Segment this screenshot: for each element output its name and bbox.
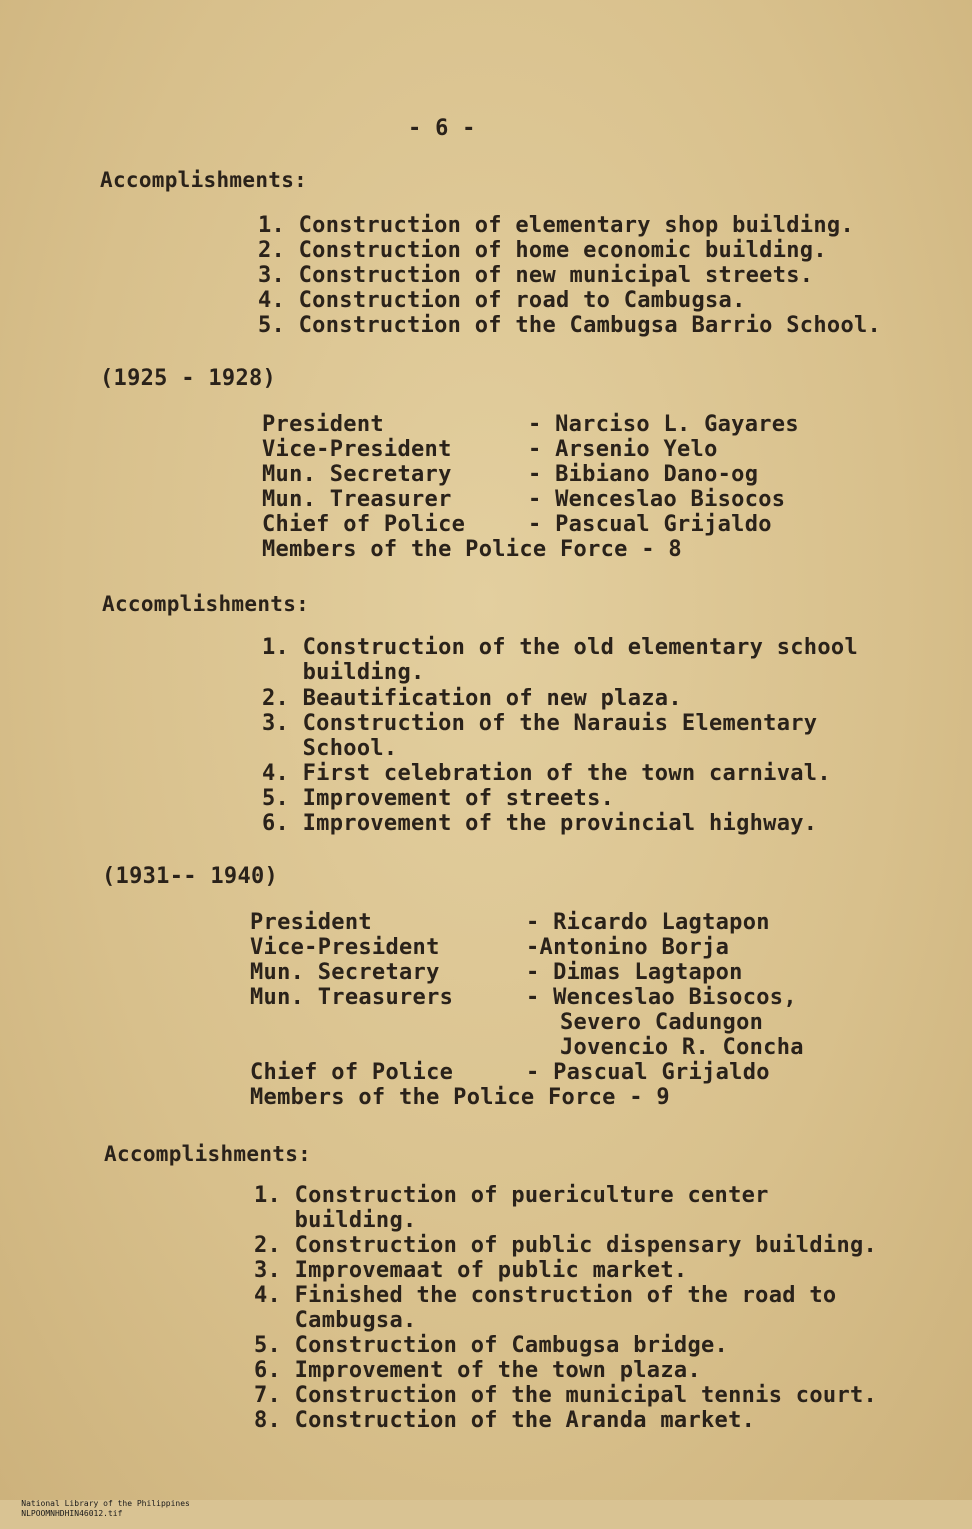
official-name: -Antonino Borja xyxy=(526,935,730,960)
scan-footer xyxy=(2,1489,224,1529)
list-item: 5. Construction of the Cambugsa Barrio School. xyxy=(258,313,882,338)
list-item: 7. Construction of the municipal tennis court. xyxy=(254,1383,878,1408)
list-item: 6. Improvement of the provincial highway. xyxy=(262,811,818,836)
police-count: Members of the Police Force - 9 xyxy=(250,1085,670,1110)
official-title: Mun. Treasurer xyxy=(262,487,452,512)
file-label: NLPOOMNHDHIN46012.tif xyxy=(21,1509,123,1518)
official-name: - Pascual Grijaldo xyxy=(528,512,772,537)
official-name: - Arsenio Yelo xyxy=(528,437,718,462)
library-label: National Library of the Philippines xyxy=(21,1499,190,1508)
page-number: - 6 - xyxy=(408,116,476,141)
list-item: 6. Improvement of the town plaza. xyxy=(254,1358,701,1383)
official-name: - Dimas Lagtapon xyxy=(526,960,743,985)
list-item: 4. First celebration of the town carnival. xyxy=(262,761,831,786)
official-title: Mun. Treasurers xyxy=(250,985,454,1010)
official-title: President xyxy=(262,412,384,437)
official-title: Chief of Police xyxy=(262,512,466,537)
list-item: Cambugsa. xyxy=(254,1308,417,1333)
list-item: building. xyxy=(254,1208,417,1233)
period-heading: (1925 - 1928) xyxy=(100,366,277,391)
official-title: Chief of Police xyxy=(250,1060,454,1085)
official-name: - Wenceslao Bisocos xyxy=(528,487,786,512)
section-heading: Accomplishments: xyxy=(102,592,310,616)
list-item: 3. Construction of new municipal streets. xyxy=(258,263,814,288)
list-item: 4. Construction of road to Cambugsa. xyxy=(258,288,746,313)
list-item: School. xyxy=(262,736,398,761)
list-item: 2. Construction of public dispensary building. xyxy=(254,1233,878,1258)
list-item: 3. Improvemaat of public market. xyxy=(254,1258,688,1283)
period-heading: (1931-- 1940) xyxy=(102,864,279,889)
official-name: Jovencio R. Concha xyxy=(560,1035,804,1060)
police-count: Members of the Police Force - 8 xyxy=(262,537,682,562)
official-title: Mun. Secretary xyxy=(262,462,452,487)
list-item: 1. Construction of puericulture center xyxy=(254,1183,769,1208)
official-title: Vice-President xyxy=(250,935,440,960)
list-item: 8. Construction of the Aranda market. xyxy=(254,1408,756,1433)
official-name: - Narciso L. Gayares xyxy=(528,412,799,437)
official-title: Vice-President xyxy=(262,437,452,462)
list-item: 4. Finished the construction of the road to xyxy=(254,1283,837,1308)
list-item: 5. Construction of Cambugsa bridge. xyxy=(254,1333,729,1358)
official-title: Mun. Secretary xyxy=(250,960,440,985)
official-name: - Pascual Grijaldo xyxy=(526,1060,770,1085)
official-name: Severo Cadungon xyxy=(560,1010,764,1035)
official-title: President xyxy=(250,910,372,935)
official-name: - Bibiano Dano-og xyxy=(528,462,759,487)
official-name: - Wenceslao Bisocos, xyxy=(526,985,797,1010)
list-item: 2. Beautification of new plaza. xyxy=(262,686,682,711)
list-item: 5. Improvement of streets. xyxy=(262,786,615,811)
list-item: 1. Construction of the old elementary school xyxy=(262,635,858,660)
section-heading: Accomplishments: xyxy=(100,168,308,192)
section-heading: Accomplishments: xyxy=(104,1142,312,1166)
list-item: 1. Construction of elementary shop building. xyxy=(258,213,854,238)
list-item: 2. Construction of home economic building. xyxy=(258,238,827,263)
list-item: building. xyxy=(262,660,425,685)
list-item: 3. Construction of the Narauis Elementary xyxy=(262,711,818,736)
official-name: - Ricardo Lagtapon xyxy=(526,910,770,935)
